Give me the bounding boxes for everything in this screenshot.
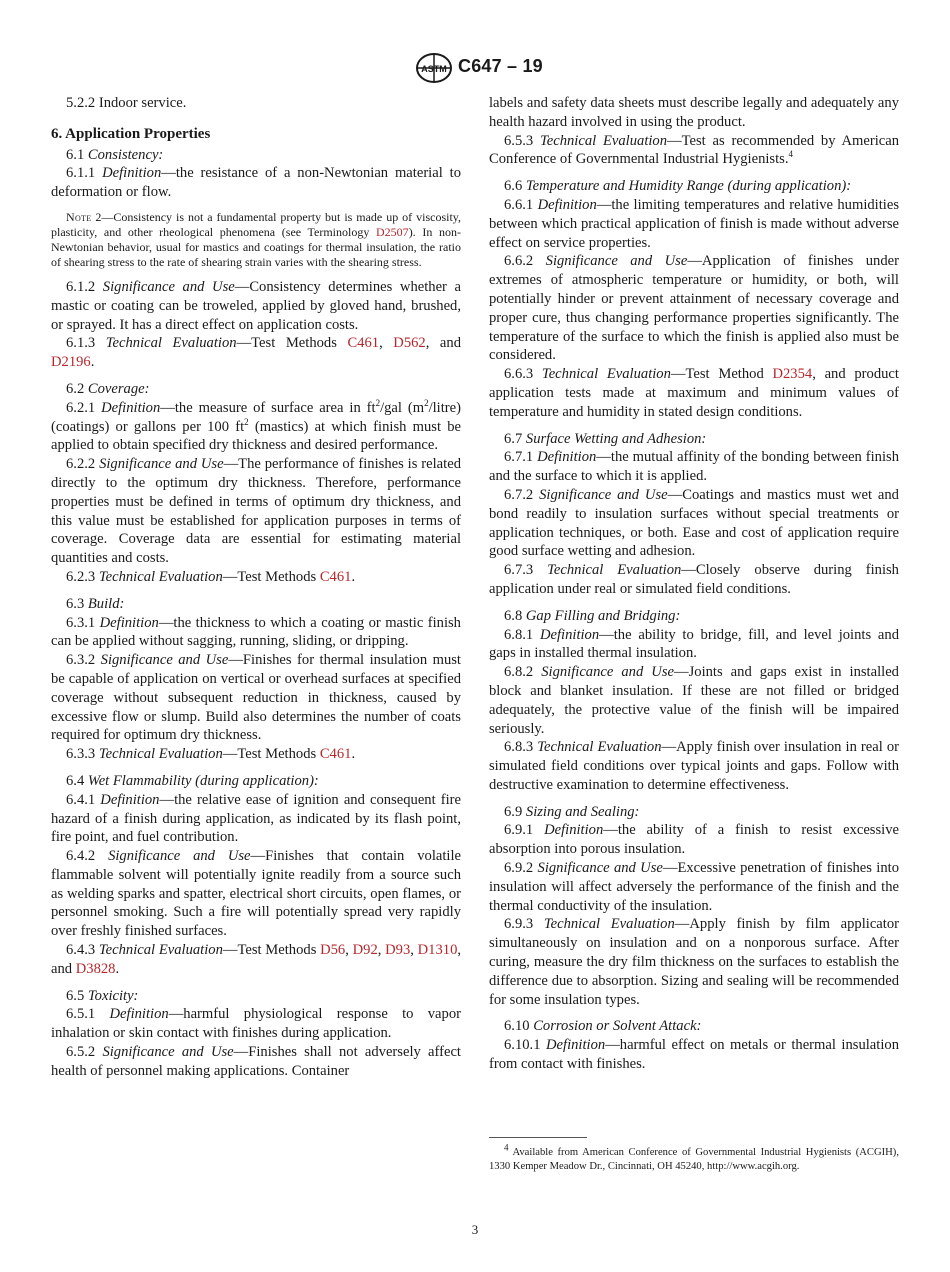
page-header: [0, 52, 950, 88]
para-6-4-1: 6.4.1 Definition—the relative ease of ignition and consequent fire hazard of a finish during application, as indicated by its flash point, fire point, and fuel contribution.: [51, 791, 461, 846]
link-d2507[interactable]: D2507: [376, 224, 409, 239]
link-d93[interactable]: D93: [385, 942, 411, 959]
logo-text: ASTM: [421, 64, 447, 74]
para-5-2-2: 5.2.2 Indoor service.: [66, 95, 187, 111]
para-6-2-3: 6.2.3 Technical Evaluation—Test Methods C461.: [66, 568, 356, 585]
para-6-2: 6.2 Coverage:: [66, 380, 150, 397]
para-6-6: 6.6 Temperature and Humidity Range (during application):: [504, 178, 852, 195]
para-6-5-3: 6.5.3 Technical Evaluation—Test as recommended by American Conference of Governmental Industrial Hygienists.$^4$: [489, 132, 900, 168]
para-6-7-3: 6.7.3 Technical Evaluation—Closely observe during finish application under real or simulated field conditions.: [489, 562, 899, 597]
para-6-5: 6.5 Toxicity:: [66, 987, 139, 1004]
para-6-6-3: 6.6.3 Technical Evaluation—Test Method D2354, and product application tests made at maximum and minimum values of temperature and humidity in stated design conditions.: [489, 366, 899, 420]
para-6-1-1: 6.1.1 Definition—the resistance of a non-Newtonian material to deformation or flow.: [51, 165, 461, 201]
link-d2354[interactable]: D2354: [772, 366, 813, 383]
para-6-8-2: 6.8.2 Significance and Use—Joints and gaps exist in installed block and blanket insulation. If these are not filled or bridged adequately, the protective value of the finish will be impaired seriously.: [489, 664, 899, 737]
para-6-5-1: 6.5.1 Definition—harmful physiological response to vapor inhalation or skin contact with finishes during application.: [51, 1006, 461, 1042]
section-6-title: 6. Application Properties: [51, 125, 211, 142]
link-c461[interactable]: C461: [319, 746, 352, 763]
para-6-5-2-cont: labels and safety data sheets must describe legally and adequately any health hazard involved in using the product.: [489, 95, 899, 130]
para-6-2-2: 6.2.2 Significance and Use—The performance of finishes is related directly to the optimum dry thickness. Therefore, performance properties must be defined in terms of optimum dry thickness, and this value must be established for application purposes in terms of coverage. Coverage data are essential for estimating material quantities and costs.: [51, 456, 461, 567]
para-6-6-2: 6.6.2 Significance and Use—Application of finishes under extremes of atmospheric temperature or humidity, or both, will potentially hinder or prevent attainment of necessary coverage and proper cure, thus changing performance properties significantly. The temperature of the surface to which the finish is applied also must be considered.: [489, 253, 899, 364]
link-c461[interactable]: C461: [319, 568, 352, 585]
document-id: C647 – 19: [458, 56, 543, 76]
para-6-8-3: 6.8.3 Technical Evaluation—Apply finish over insulation in real or simulated field conditions over typical joints and gaps. Follow with destructive examination to determine effectiveness.: [489, 739, 899, 793]
footnote-ref-4[interactable]: 4: [788, 149, 793, 160]
para-6-2-1: 6.2.1 Definition—the measure of surface area in $ft^2$/gal $(m^2/litre)$ (coatings) or gallons per 100 $ft^2$ (mastics) at which finish must be applied to obtain specified dry thickness and desired performance.: [51, 397, 461, 454]
para-6-8-1: 6.8.1 Definition—the ability to bridge, fill, and level joints and gaps in installed thermal insulation.: [489, 626, 899, 662]
link-d56[interactable]: D56: [320, 942, 346, 959]
para-6-3-1: 6.3.1 Definition—the thickness to which a coating or mastic finish can be applied without sagging, running, sliding, or dripping.: [51, 614, 461, 650]
para-6-4-3: 6.4.3 Technical Evaluation—Test Methods D56, D92, D93, D1310, and D3828.: [51, 942, 462, 977]
para-6-6-1: 6.6.1 Definition—the limiting temperatures and relative humidities between which practical application of finish is made without adverse effect on service properties.: [489, 196, 900, 251]
para-6-7: 6.7 Surface Wetting and Adhesion:: [504, 430, 707, 447]
link-d3828[interactable]: D3828: [75, 960, 116, 977]
para-6-10-1: 6.10.1 Definition—harmful effect on metals or thermal insulation from contact with finishes.: [489, 1037, 899, 1073]
para-6-10: 6.10 Corrosion or Solvent Attack:: [504, 1018, 702, 1035]
link-d1310[interactable]: D1310: [417, 942, 458, 959]
para-6-1-3: 6.1.3 Technical Evaluation—Test Methods C461, D562, and D2196.: [51, 335, 461, 371]
para-6-3-3: 6.3.3 Technical Evaluation—Test Methods C461.: [66, 746, 356, 763]
link-d2196[interactable]: D2196: [51, 354, 91, 371]
footnote-4: $^4$ Available from American Conference of Governmental Industrial Hygienists (ACGIH), 1330 Kemper Meadow Dr., Cincinnati, OH 45240, http://www.acgih.org.: [489, 1142, 899, 1172]
link-d92[interactable]: D92: [352, 942, 378, 959]
note-2: Note 2—Consistency is not a fundamental property but is made up of viscosity, plasticity, and other rheological phenomena (see Terminology D2507). In non-Newtonian behavior, usual for mastics and coatings for thermal insulation, the ratio of shearing stress to the rate of shearing strain varies with the shearing stress.: [51, 209, 461, 269]
para-6-9-1: 6.9.1 Definition—the ability of a finish to resist excessive absorption into porous insulation.: [489, 822, 899, 858]
page-number: 3: [471, 1222, 479, 1237]
para-6-9-2: 6.9.2 Significance and Use—Excessive penetration of finishes into insulation will affect adversely the performance of the finish and the thermal conductivity of the insulation.: [489, 860, 899, 914]
para-6-9: 6.9 Sizing and Sealing:: [504, 803, 640, 820]
para-6-9-3: 6.9.3 Technical Evaluation—Apply finish by film applicator simultaneously on insulation and on a nonporous surface. After curing, measure the dry film thickness on the surfaces to establish the difference due to absorption. Sizing and sealing will be recommended for some insulation types.: [489, 916, 899, 1008]
para-6-7-2: 6.7.2 Significance and Use—Coatings and mastics must wet and bond readily to insulation surfaces without special treatments or application techniques, or both. Ease and cost of application require good surface wetting and adhesion.: [489, 486, 899, 560]
astm-logo-icon: [414, 52, 454, 84]
para-6-1: 6.1 Consistency:: [66, 146, 164, 163]
link-c461[interactable]: C461: [347, 335, 380, 352]
left-column: [51, 94, 461, 1081]
right-column: [489, 94, 899, 1074]
para-6-1-2: 6.1.2 Significance and Use—Consistency determines whether a mastic or coating can be troweled, applied by gloved hand, brushed, or sprayed. It has a direct effect on application costs.: [51, 278, 461, 333]
para-6-5-2: 6.5.2 Significance and Use—Finishes shall not adversely affect health of personnel making applications. Container: [51, 1044, 461, 1079]
para-6-8: 6.8 Gap Filling and Bridging:: [504, 607, 681, 624]
para-6-3: 6.3 Build:: [66, 595, 125, 612]
para-6-7-1: 6.7.1 Definition—the mutual affinity of the bonding between finish and the surface to which it is applied.: [489, 449, 899, 485]
para-6-3-2: 6.3.2 Significance and Use—Finishes for thermal insulation must be capable of application on vertical or overhead surfaces at specified coverage without subsequent reduction in thickness, caused by excessive flow or slump. Build also determines the number of coats required for optimum dry thickness.: [51, 652, 461, 744]
para-6-4-2: 6.4.2 Significance and Use—Finishes that contain volatile flammable solvent will potentially ignite readily from a source such as welding sparks and spatter, electrical short circuits, open flames, or personnel smoking. Such a fire will potentially spread very rapidly over freshly finished surfaces.: [51, 848, 461, 940]
para-6-4: 6.4 Wet Flammability (during application):: [66, 772, 319, 789]
link-d562[interactable]: D562: [393, 335, 426, 352]
footnote-rule: [489, 1137, 587, 1138]
